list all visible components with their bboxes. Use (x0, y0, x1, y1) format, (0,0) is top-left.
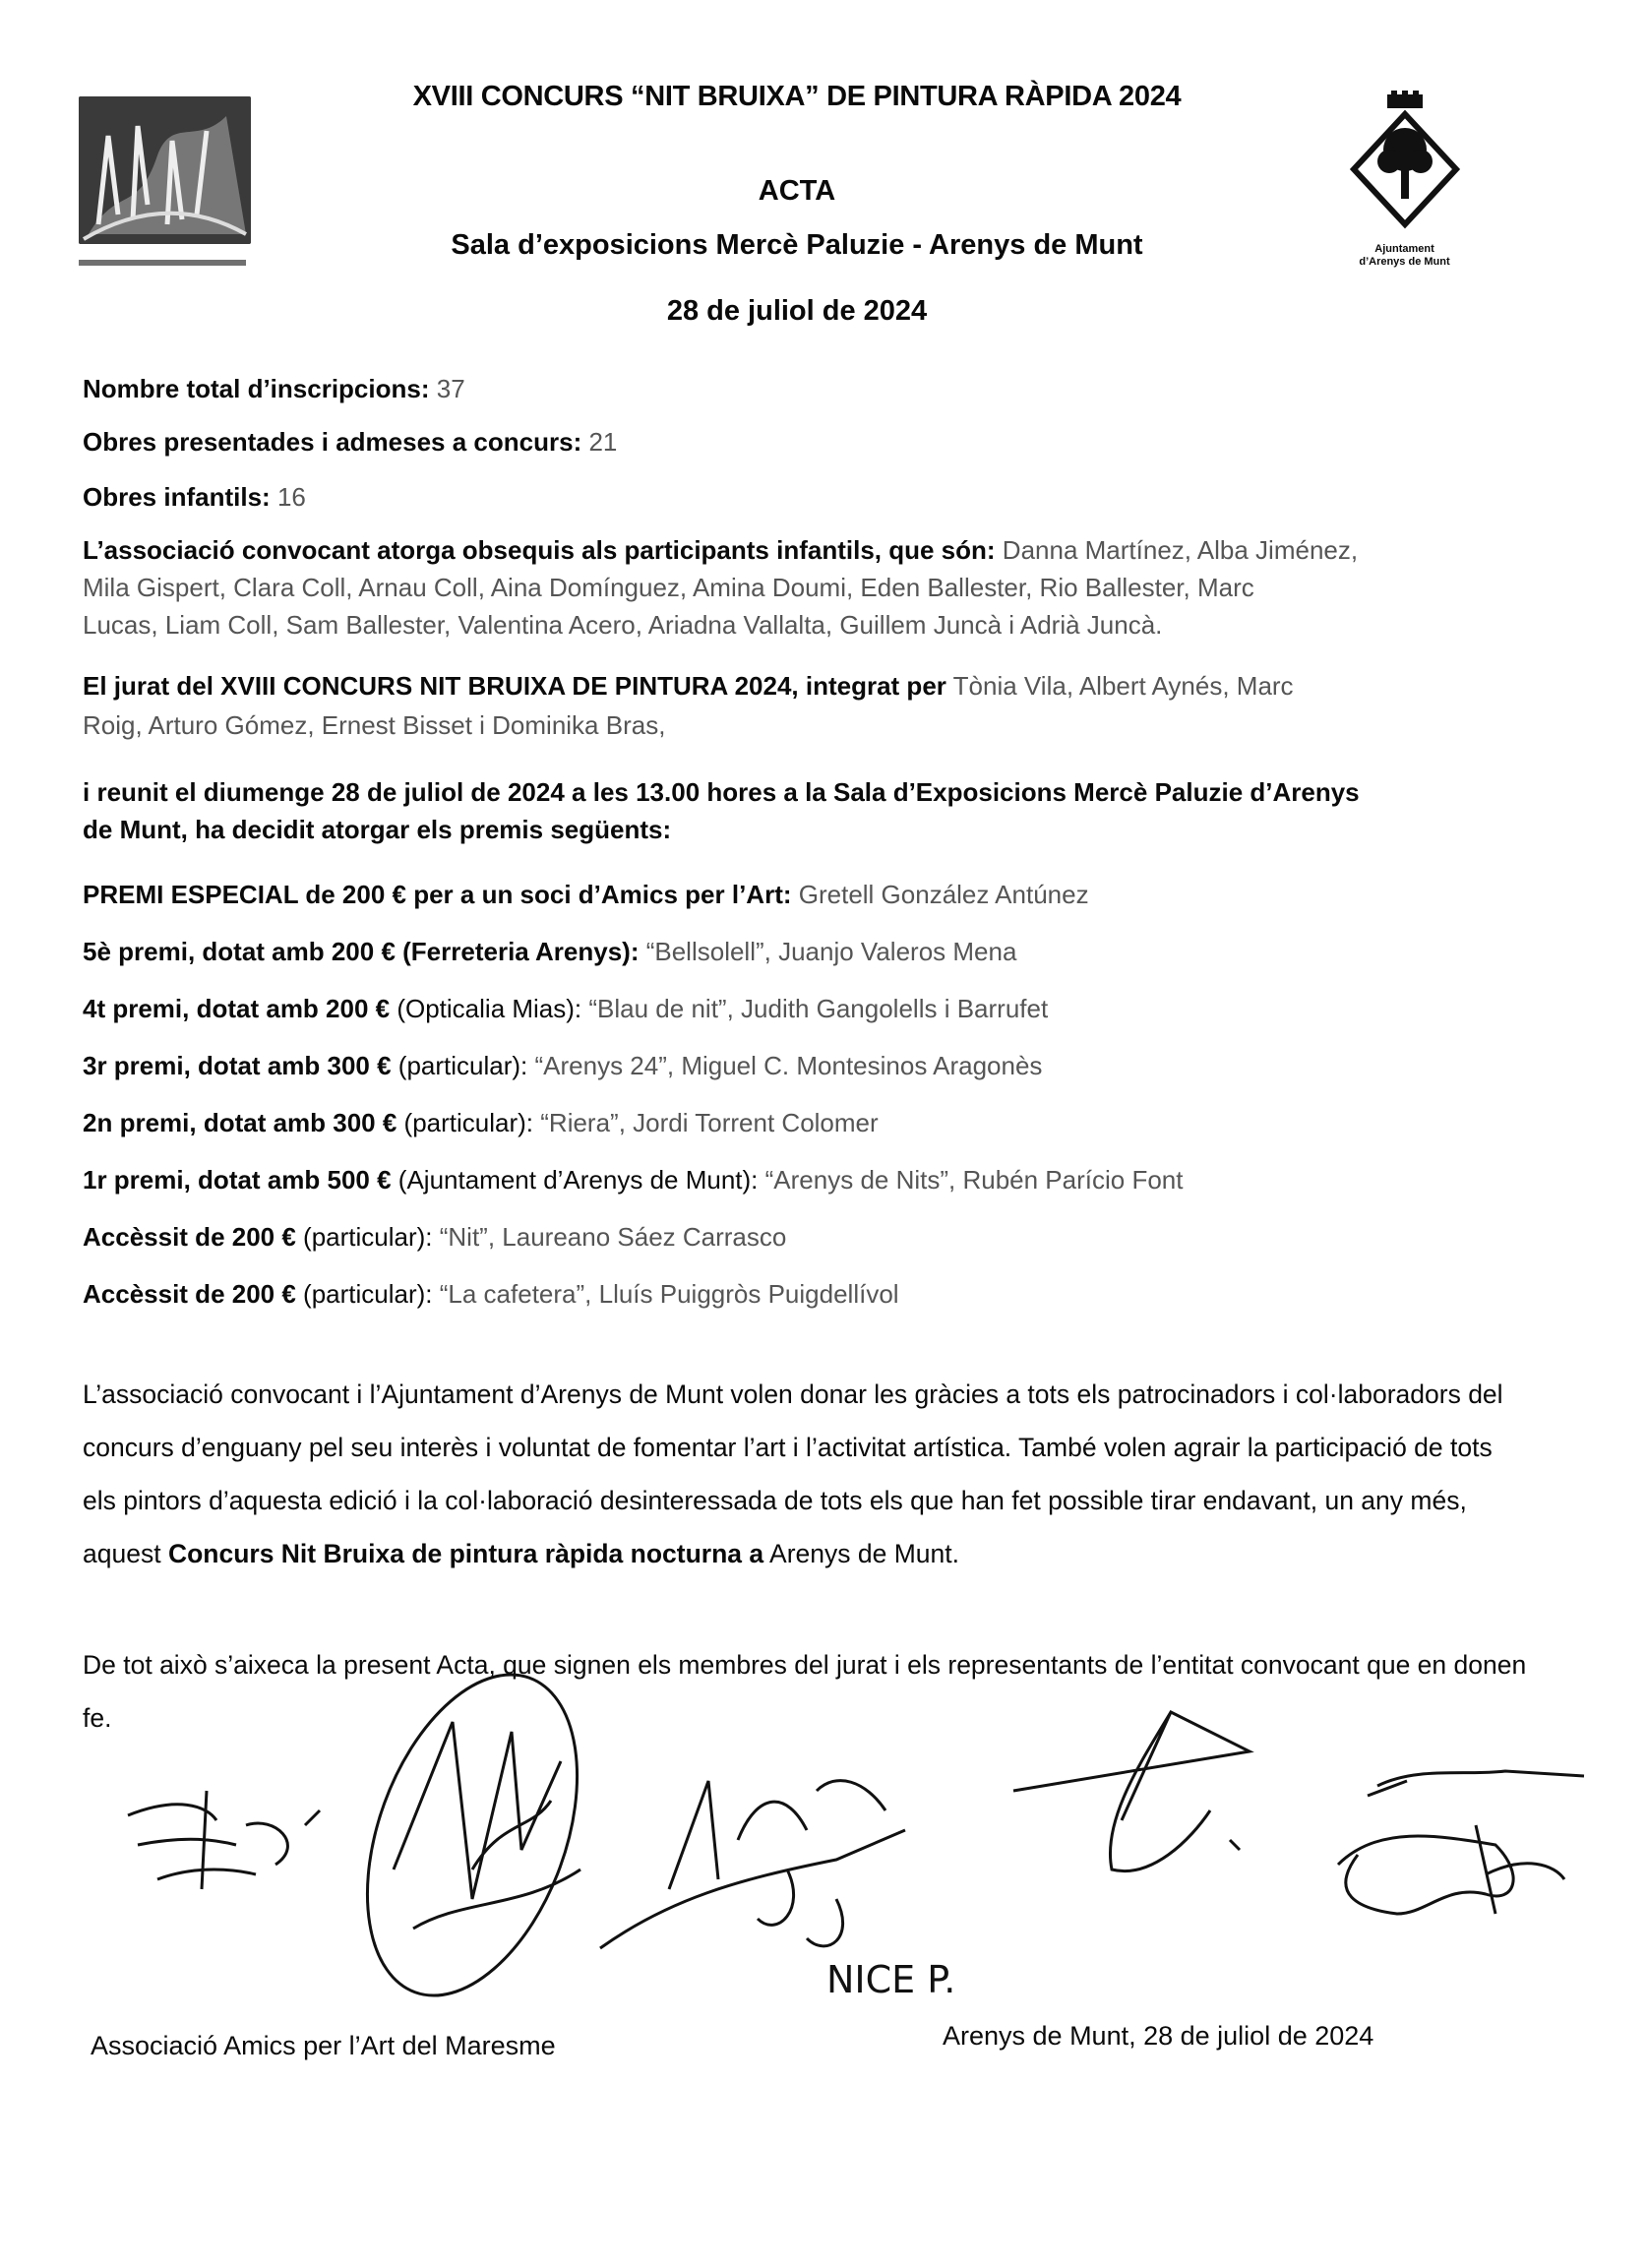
prize-label: 4t premi, dotat amb 200 € (83, 994, 391, 1023)
prize-label: PREMI ESPECIAL de 200 € per a un soci d’Amics per l’Art: (83, 880, 792, 909)
meeting-line-1: i reunit el diumenge 28 de juliol de 2024 a les 13.00 hores a la Sala d’Exposicions Mercè Paluzie d’Arenys (83, 777, 1360, 807)
children-works-label: Obres infantils: (83, 482, 271, 512)
footer-association: Associació Amics per l’Art del Maresme (91, 2031, 556, 2060)
jury-names-2: Roig, Arturo Gómez, Ernest Bisset i Dominika Bras, (83, 710, 666, 740)
prize-winner: “Arenys 24”, Miguel C. Montesinos Aragonès (534, 1051, 1043, 1080)
prize-winner: “La cafetera”, Lluís Puiggròs Puigdellívol (439, 1279, 899, 1309)
signature-3 (590, 1751, 964, 2007)
document-title: XVIII CONCURS “NIT BRUIXA” DE PINTURA RÀPIDA 2024 (412, 81, 1182, 112)
children-works-value: 16 (276, 482, 306, 512)
prize-sponsor: (Ajuntament d’Arenys de Munt): (391, 1165, 759, 1195)
ajuntament-logo (1323, 91, 1486, 287)
meeting-line-2: de Munt, ha decidit atorgar els premis següents: (83, 815, 672, 844)
prize-winner: “Arenys de Nits”, Rubén Parício Font (764, 1165, 1184, 1195)
signatures (0, 1673, 1647, 2066)
association-logo (79, 96, 254, 289)
prize-accessit-1 (83, 1220, 1558, 1254)
children-works-row (83, 480, 1558, 514)
closing-paragraph: De tot això s’aixeca la present Acta, que signen els membres del jurat i els representants de l’entitat convocant que en donen fe. (83, 1650, 1527, 1733)
prize-sponsor: (particular): (391, 1051, 528, 1080)
prize-sponsor: (Opticalia Mias): (390, 994, 582, 1023)
jury-names-1: Tònia Vila, Albert Aynés, Marc (952, 671, 1294, 701)
association-logo-caption (79, 260, 246, 266)
prize-1st (83, 1163, 1558, 1196)
prize-winner: “Blau de nit”, Judith Gangolells i Barrufet (588, 994, 1049, 1023)
prize-sponsor: (particular): (396, 1108, 534, 1137)
prize-label: 1r premi, dotat amb 500 € (83, 1165, 392, 1195)
logo-caption-line1: Ajuntament (1374, 243, 1434, 255)
signature-4 (1004, 1702, 1279, 1889)
children-intro-row (83, 533, 1558, 567)
prize-3rd (83, 1049, 1558, 1082)
tree-crest-icon (1346, 91, 1464, 238)
signature-text: NICE P. (826, 1958, 956, 2001)
prize-2nd (83, 1106, 1558, 1139)
prize-label: Accèssit de 200 € (83, 1279, 296, 1309)
signature-2 (325, 1673, 620, 2007)
prize-winner: “Nit”, Laureano Sáez Carrasco (439, 1222, 787, 1252)
signature-5 (1299, 1747, 1604, 1943)
document-type: ACTA (758, 175, 836, 207)
venue: Sala d’exposicions Mercè Paluzie - Arenys de Munt (451, 229, 1143, 261)
prize-winner: “Riera”, Jordi Torrent Colomer (540, 1108, 879, 1137)
children-intro: L’associació convocant atorga obsequis als participants infantils, que són: (83, 535, 996, 565)
association-logo-image (79, 96, 251, 244)
prize-5th (83, 935, 1558, 968)
children-names-2: Mila Gispert, Clara Coll, Arnau Coll, Aina Domínguez, Amina Doumi, Eden Ballester, Rio Ballester, Marc (83, 573, 1254, 602)
footer-place-date: Arenys de Munt, 28 de juliol de 2024 (943, 2021, 1374, 2051)
logo-caption-line2: d’Arenys de Munt (1359, 256, 1450, 268)
prize-sponsor: (particular): (295, 1222, 433, 1252)
works-row (83, 425, 1558, 459)
thanks-paragraph (83, 1368, 1529, 1580)
prize-label: Accèssit de 200 € (83, 1222, 296, 1252)
thanks-text: L’associació convocant i l’Ajuntament d’Arenys de Munt volen donar les gràcies a tots els patrocinadors i col·laboradors del concurs d’enguany pel seu interès i voluntat de fomentar l’art i l’activitat artística. També volen agrair la participació de tots els pintors d’aquesta edició i la col·laboració desinteressada de tots els que han fet possible tirar endavant, un any més, aquest (83, 1379, 1503, 1568)
children-names-1: Danna Martínez, Alba Jiménez, (1002, 535, 1359, 565)
prize-sponsor: (Ferreteria Arenys): (395, 937, 640, 966)
document-date: 28 de juliol de 2024 (666, 295, 928, 327)
inscriptions-row (83, 372, 1558, 405)
prize-label: 3r premi, dotat amb 300 € (83, 1051, 392, 1080)
prize-label: 2n premi, dotat amb 300 € (83, 1108, 397, 1137)
prize-label: 5è premi, dotat amb 200 € (83, 937, 396, 966)
children-names-3: Lucas, Liam Coll, Sam Ballester, Valentina Acero, Ariadna Vallalta, Guillem Juncà i Adrià Juncà. (83, 610, 1163, 640)
inscriptions-label: Nombre total d’inscripcions: (83, 374, 430, 403)
prize-special (83, 878, 1558, 911)
jury-row (83, 669, 1558, 703)
prize-4th (83, 992, 1558, 1025)
prize-accessit-2 (83, 1277, 1558, 1311)
signature-1 (118, 1786, 335, 1894)
prize-sponsor: (particular): (295, 1279, 433, 1309)
works-value: 21 (588, 427, 618, 457)
inscriptions-value: 37 (436, 374, 465, 403)
prize-winner: Gretell González Antúnez (798, 880, 1089, 909)
contest-name: Concurs Nit Bruixa de pintura ràpida nocturna a (167, 1539, 764, 1568)
prize-winner: “Bellsolell”, Juanjo Valeros Mena (645, 937, 1017, 966)
thanks-text-end: Arenys de Munt. (763, 1539, 959, 1568)
works-label: Obres presentades i admeses a concurs: (83, 427, 582, 457)
jury-intro: El jurat del XVIII CONCURS NIT BRUIXA DE PINTURA 2024, integrat per (83, 671, 946, 701)
